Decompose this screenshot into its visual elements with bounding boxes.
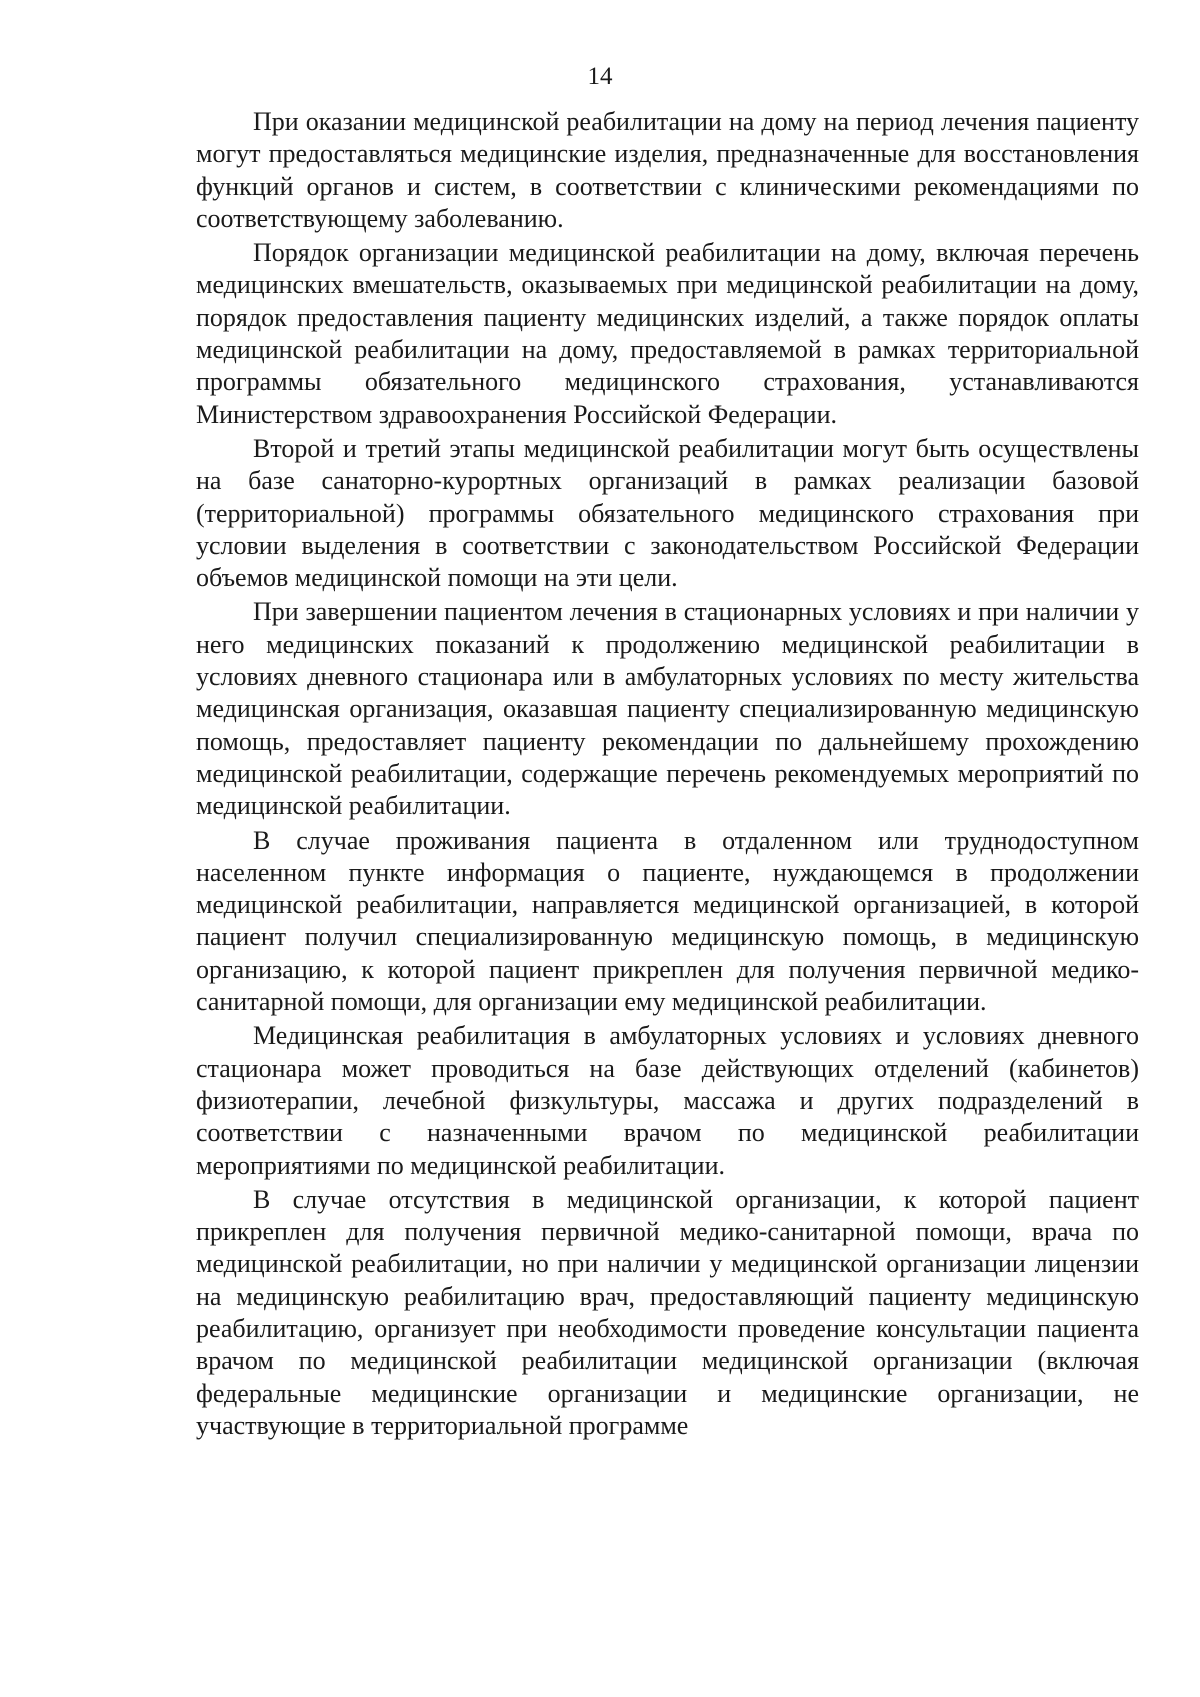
paragraph-home-rehabilitation-devices: При оказании медицинской реабилитации на дому на период лечения пациенту могут предоставляться медицинские изделия, предназначенные для восстановления функций органов и систем, в соответствии с клиническими рекомендациями по соответствующему заболеванию.	[196, 107, 1139, 233]
document-body	[196, 106, 1139, 1442]
paragraph-home-rehabilitation-procedure: Порядок организации медицинской реабилитации на дому, включая перечень медицинских вмешательств, оказываемых при медицинской реабилитации на дому, порядок предоставления пациенту медицинских изделий, а также порядок оплаты медицинской реабилитации на дому, предоставляемой в рамках территориальной программы обязательного медицинского страхования, устанавливаются Министерством здравоохранения Российской Федерации.	[196, 238, 1139, 429]
paragraph-absent-rehabilitation-doctor: В случае отсутствия в медицинской организации, к которой пациент прикреплен для получения первичной медико-санитарной помощи, врача по медицинской реабилитации, но при наличии у медицинской организации лицензии на медицинскую реабилитацию врач, предоставляющий пациенту медицинскую реабилитацию, организует при необходимости проведение консультации пациента врачом по медицинской реабилитации медицинской организации (включая федеральные медицинские организации и медицинские организации, не участвующие в территориальной программе	[196, 1184, 1139, 1440]
page-number: 14	[587, 63, 613, 90]
paragraph-outpatient-rehabilitation: Медицинская реабилитация в амбулаторных условиях и условиях дневного стационара может проводиться на базе действующих отделений (кабинетов) физиотерапии, лечебной физкультуры, массажа и других подразделений в соответствии с назначенными врачом по медицинской реабилитации мероприятиями по медицинской реабилитации.	[196, 1021, 1139, 1180]
paragraph-sanatorium-stages: Второй и третий этапы медицинской реабилитации могут быть осуществлены на базе санаторно-курортных организаций в рамках реализации базовой (территориальной) программы обязательного медицинского страхования при условии выделения в соответствии с законодательством Российской Федерации объемов медицинской помощи на эти цели.	[196, 433, 1139, 593]
paragraph-discharge-recommendations: При завершении пациентом лечения в стационарных условиях и при наличии у него медицинских показаний к продолжению медицинской реабилитации в условиях дневного стационара или в амбулаторных условиях по месту жительства медицинская организация, оказавшая пациенту специализированную медицинскую помощь, предоставляет пациенту рекомендации по дальнейшему прохождению медицинской реабилитации, содержащие перечень рекомендуемых мероприятий по медицинской реабилитации.	[196, 597, 1139, 821]
paragraph-remote-residence: В случае проживания пациента в отдаленном или труднодоступном населенном пункте информация о пациенте, нуждающемся в продолжении медицинской реабилитации, направляется медицинской организацией, в которой пациент получил специализированную медицинскую помощь, в медицинскую организацию, к которой пациент прикреплен для получения первичной медико-санитарной помощи, для организации ему медицинской реабилитации.	[196, 825, 1139, 1017]
